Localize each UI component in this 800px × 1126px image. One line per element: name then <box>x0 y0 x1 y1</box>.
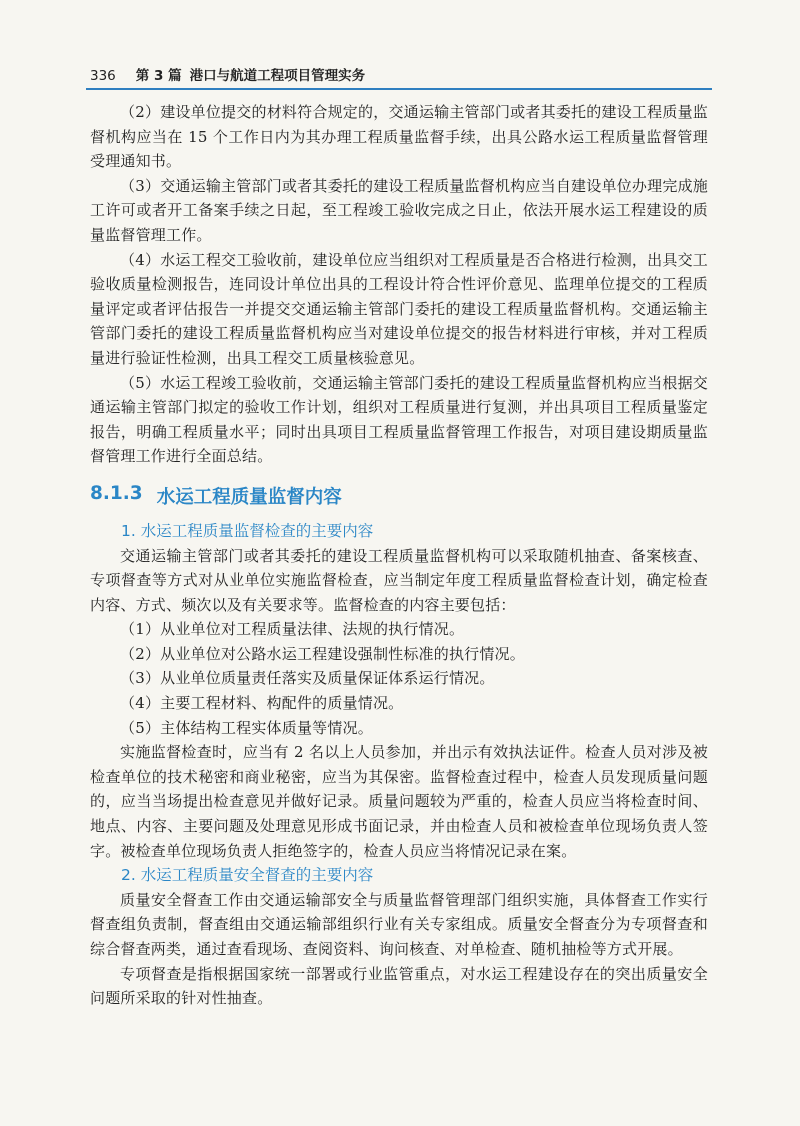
subsection-heading-1: 1. 水运工程质量监督检查的主要内容 <box>121 521 374 540</box>
part-label: 第 3 篇 <box>135 68 182 84</box>
list-item: （2）从业单位对公路水运工程建设强制性标准的执行情况。 <box>120 644 525 663</box>
paragraph: （2）建设单位提交的材料符合规定的，交通运输主管部门或者其委托的建设工程质量监督机构应当在 15 个工作日内为其办理工程质量监督手续，出具公路水运工程质量监督管理受理通知书。 <box>90 103 708 171</box>
paragraph: （4）水运工程交工验收前，建设单位应当组织对工程质量是否合格进行检测，出具交工验收质量检测报告，连同设计单位出具的工程设计符合性评价意见、监理单位提交的工程质量评定或者评估报告一并提交交通运输主管部门委托的建设工程质量监督机构。交通运输主管部门委托的建设工程质量监督机构应当对建设单位提交的报告材料进行审核，并对工程质量进行验证性检测，出具工程交工质量核验意见。 <box>90 250 708 367</box>
paragraph: （5）水运工程竣工验收前，交通运输主管部门委托的建设工程质量监督机构应当根据交通运输主管部门拟定的验收工作计划，组织对工程质量进行复测，并出具项目工程质量鉴定报告，明确工程质量水平；同时出具项目工程质量监督管理工作报告，对项目建设期质量监督管理工作进行全面总结。 <box>90 373 708 466</box>
paragraph: 实施监督检查时，应当有 2 名以上人员参加，并出示有效执法证件。检查人员对涉及被检查单位的技术秘密和商业秘密，应当为其保密。监督检查过程中，检查人员发现质量问题的，应当当场提出检查意见并做好记录。质量问题较为严重的，检查人员应当将检查时间、地点、内容、主要问题及处理意见形成书面记录，并由检查人员和被检查单位现场负责人签字。被检查单位现场负责人拒绝签字的，检查人员应当将情况记录在案。 <box>90 743 708 860</box>
page-header <box>90 64 708 84</box>
book-title: 港口与航道工程项目管理实务 <box>189 68 366 84</box>
list-item: （4）主要工程材料、构配件的质量情况。 <box>120 694 404 713</box>
subsection-heading-2: 2. 水运工程质量安全督查的主要内容 <box>121 866 374 885</box>
section-heading <box>90 483 708 509</box>
list-item: （1）从业单位对工程质量法律、法规的执行情况。 <box>120 620 465 639</box>
list-item: （5）主体结构工程实体质量等情况。 <box>120 718 373 737</box>
paragraph: （3）交通运输主管部门或者其委托的建设工程质量监督机构应当自建设单位办理完成施工许可或者开工备案手续之日起，至工程竣工验收完成之日止，依法开展水运工程建设的质量监督管理工作。 <box>90 176 708 244</box>
paragraph: 专项督查是指根据国家统一部署或行业监管重点，对水运工程建设存在的突出质量安全问题所采取的针对性抽查。 <box>90 964 708 1008</box>
list-item: （3）从业单位质量责任落实及质量保证体系运行情况。 <box>120 669 495 688</box>
page-number: 336 <box>90 68 116 84</box>
paragraph: 质量安全督查工作由交通运输部安全与质量监督管理部门组织实施，具体督查工作实行督查组负责制，督查组由交通运输部组织行业有关专家组成。质量安全督查分为专项督查和综合督查两类，通过查看现场、查阅资料、询问核查、对单检查、随机抽检等方式开展。 <box>90 890 708 958</box>
section-title: 水运工程质量监督内容 <box>156 486 342 508</box>
page-body <box>90 100 708 1011</box>
header-rule <box>86 88 712 90</box>
section-number: 8.1.3 <box>90 482 143 504</box>
paragraph: 交通运输主管部门或者其委托的建设工程质量监督机构可以采取随机抽查、备案核查、专项督查等方式对从业单位实施监督检查，应当制定年度工程质量监督检查计划，确定检查内容、方式、频次以及有关要求等。监督检查的内容主要包括： <box>90 546 708 614</box>
